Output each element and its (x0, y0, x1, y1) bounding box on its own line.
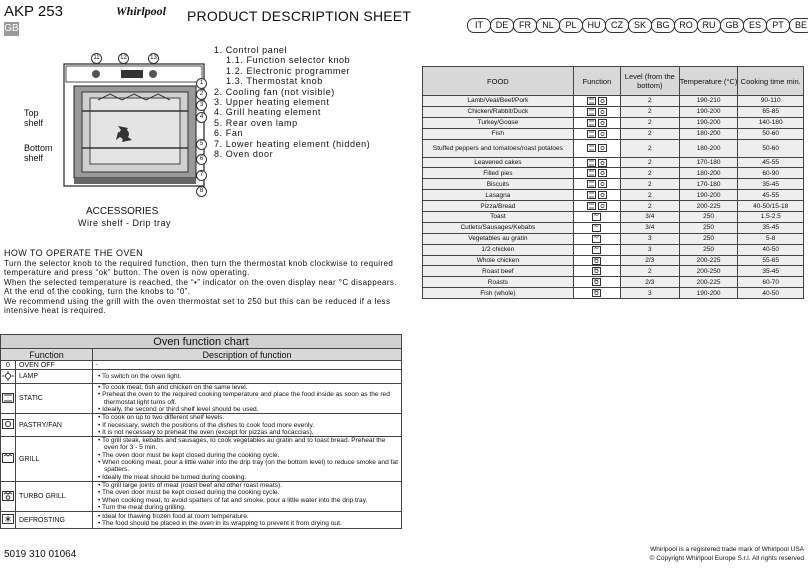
function-description (93, 437, 402, 482)
temperature-cell: 250 (679, 212, 738, 223)
language-it: IT (467, 18, 491, 33)
food-row (423, 212, 804, 223)
function-cell (573, 212, 620, 223)
function-row (1, 384, 402, 414)
static-icon (587, 180, 596, 188)
level-cell: 3 (620, 244, 679, 255)
fan-icon (598, 119, 607, 127)
cooking-time-header: Cooking time min. (738, 67, 804, 96)
function-row (1, 512, 402, 529)
language-es: ES (743, 18, 767, 33)
cooking-time-cell: 50-60 (738, 128, 804, 139)
callout-12: 12 (118, 53, 129, 64)
food-row (423, 179, 804, 190)
callout-11: 11 (91, 53, 102, 64)
cooking-time-cell: 60-70 (738, 277, 804, 288)
static-icon (587, 144, 596, 152)
function-cell (573, 288, 620, 299)
bottom-shelf-label: Bottom shelf (24, 143, 53, 163)
description-line: • Ideally the meat should be turned during cooking. (98, 473, 247, 481)
function-name: GRILL (16, 437, 93, 482)
function-cell (573, 96, 620, 107)
part-item: 4. Grill heating element (214, 107, 321, 118)
lamp-icon (1, 370, 16, 384)
function-row (1, 414, 402, 437)
cooking-time-cell: 55-65 (738, 255, 804, 266)
temperature-cell: 200-225 (679, 277, 738, 288)
part-item: 5. Rear oven lamp (214, 117, 298, 128)
function-description (93, 361, 402, 370)
description-text: Ideally, the second or third shelf level should be used. (102, 405, 259, 413)
language-ro: RO (674, 18, 698, 33)
function-header: Function (573, 67, 620, 96)
level-header: Level (from the bottom) (620, 67, 679, 96)
static-icon (587, 97, 596, 105)
fan-icon (598, 130, 607, 138)
description-line: • Preheat the oven to the required cooking temperature and place the food inside as soon as the red thermostat light turns off. (98, 391, 390, 406)
function-name: STATIC (16, 384, 93, 414)
language-cz: CZ (605, 18, 629, 33)
food-row (423, 233, 804, 244)
description-line: • Turn the meat during grilling. (98, 503, 186, 511)
copyright-text: © Copyright Whirlpool Europe S.r.l. All rights reserved (649, 554, 804, 562)
callout-2: 2 (196, 89, 207, 100)
function-cell (573, 117, 620, 128)
grill-icon (592, 235, 601, 243)
how-to-title: HOW TO OPERATE THE OVEN (4, 248, 144, 258)
temperature-cell: 190-210 (679, 96, 738, 107)
level-cell: 3 (620, 233, 679, 244)
food-cell: Lamb/Veal/Beef/Pork (423, 96, 574, 107)
level-cell: 2 (620, 201, 679, 212)
food-cell: Lasagna (423, 190, 574, 201)
food-row (423, 190, 804, 201)
static-icon (587, 108, 596, 116)
turbo-grill-icon (1, 481, 16, 511)
food-cell: 1/2 chicken (423, 244, 574, 255)
temperature-cell: 190-200 (679, 190, 738, 201)
temperature-cell: 200-250 (679, 266, 738, 277)
function-cell (573, 157, 620, 168)
fan-icon (598, 144, 607, 152)
food-cell: Roasts (423, 277, 574, 288)
document-code: 5019 310 01064 (4, 549, 77, 560)
food-cell: Chicken/Rabbit/Duck (423, 106, 574, 117)
part-item: 6. Fan (214, 128, 244, 139)
language-pt: PT (766, 18, 790, 33)
cooking-time-cell: 35-45 (738, 179, 804, 190)
food-row (423, 96, 804, 107)
part-item: 7. Lower heating element (hidden) (214, 138, 371, 149)
how-to-p1: Turn the selector knob to the required function, then turn the thermostat knob clockwise to required temperature and press “ok” button. The oven is now operating. (4, 258, 394, 277)
function-description (93, 481, 402, 511)
language-nl: NL (536, 18, 560, 33)
part-item: 1.1. Function selector knob (226, 55, 351, 66)
food-header: FOOD (423, 67, 574, 96)
language-gb: GB (720, 18, 744, 33)
turbo-grill-icon (592, 278, 601, 286)
level-cell: 2 (620, 157, 679, 168)
callout-8: 8 (196, 186, 207, 197)
fan-icon (598, 159, 607, 167)
level-cell: 3 (620, 288, 679, 299)
function-cell (573, 222, 620, 233)
description-line: • The food should be placed in the oven in its wrapping to prevent it from drying out. (98, 520, 342, 528)
description-text: The food should be placed in the oven in its wrapping to prevent it from drying out. (102, 520, 342, 528)
food-row (423, 277, 804, 288)
how-to-p2: When the selected temperature is reached, the “•” indicator on the oven display near °C disappears. At the end of the cooking, turn the knobs to “0”. (4, 277, 397, 296)
part-item: 3. Upper heating element (214, 97, 330, 108)
food-cell: Toast (423, 212, 574, 223)
cooking-time-cell: 60-90 (738, 168, 804, 179)
turbo-grill-icon (592, 267, 601, 275)
description-line: • If necessary, switch the positions of the dishes to cook food more evenly. (98, 421, 315, 429)
static-icon (587, 169, 596, 177)
food-cell: Leavened cakes (423, 157, 574, 168)
food-cell: Filled pies (423, 168, 574, 179)
callout-4: 4 (196, 112, 207, 123)
turbo-grill-icon (592, 289, 601, 297)
language-sk: SK (628, 18, 652, 33)
cooking-time-cell: 1.5-2.5 (738, 212, 804, 223)
cooking-time-cell: 40-50/15-18 (738, 201, 804, 212)
food-cell: Whole chicken (423, 255, 574, 266)
food-row (423, 201, 804, 212)
oven-diagram (28, 48, 218, 203)
language-hu: HU (582, 18, 606, 33)
cooking-time-cell: 40-50 (738, 288, 804, 299)
part-item: 1.2. Electronic programmer (226, 65, 351, 76)
temperature-cell: 170-180 (679, 157, 738, 168)
temperature-cell: 250 (679, 222, 738, 233)
language-pl: PL (559, 18, 583, 33)
temperature-cell: 200-225 (679, 255, 738, 266)
temperature-cell: 190-200 (679, 106, 738, 117)
level-cell: 2 (620, 128, 679, 139)
description-line: • To grill large joints of meat (roast beef and other roast meats). (98, 481, 282, 489)
level-cell: 3/4 (620, 212, 679, 223)
description-line: • The oven door must be kept closed during the cooking cycle. (98, 451, 280, 459)
level-cell: 2 (620, 266, 679, 277)
function-row (1, 370, 402, 384)
grill-icon (1, 437, 16, 482)
description-line: • When cooking meat, pour a little water into the drip tray (on the bottom level) to reduce smoke and fat spatters. (98, 459, 398, 474)
temperature-cell: 180-200 (679, 168, 738, 179)
function-row (1, 481, 402, 511)
page-title: PRODUCT DESCRIPTION SHEET (187, 8, 412, 24)
cooking-time-cell: 45-55 (738, 157, 804, 168)
callout-1: 1 (196, 78, 207, 89)
description-line: • To cook on up to two different shelf levels. (98, 414, 225, 422)
food-cell: Fish (423, 128, 574, 139)
function-cell (573, 201, 620, 212)
grill-icon (592, 224, 601, 232)
function-chart (0, 348, 402, 529)
accessories-title: ACCESSORIES (86, 206, 159, 217)
language-ru: RU (697, 18, 721, 33)
description-text: To cook meat, fish and chicken on the same level. (102, 384, 248, 391)
region-badge: GB (4, 23, 19, 34)
food-cell: Vegetables au gratin (423, 233, 574, 244)
function-cell (573, 266, 620, 277)
static-icon (1, 384, 16, 414)
cooking-time-cell: 5-8 (738, 233, 804, 244)
description-line: • Ideal for thawing frozen food at room temperature. (98, 512, 249, 520)
part-item: 1. Control panel (214, 45, 288, 55)
trademark-text: Whirlpool is a registered trade mark of Whirlpool USA (650, 546, 804, 553)
part-item: 8. Oven door (214, 149, 274, 160)
food-row (423, 139, 804, 157)
food-row (423, 266, 804, 277)
description-text: It is not necessary to preheat the oven (except for pizzas and focaccias). (102, 428, 314, 436)
description-text: When cooking meat, pour a little water into the drip tray (on the bottom level) to reduce smoke and fat spatters. (102, 459, 398, 474)
part-item: 2. Cooling fan (not visible) (214, 86, 335, 97)
language-bg: BG (651, 18, 675, 33)
cooking-time-cell: 50-60 (738, 139, 804, 157)
model-number: AKP 253 (4, 3, 63, 20)
description-col-header: Description of function (93, 349, 402, 361)
function-name: DEFROSTING (16, 512, 93, 529)
temperature-header: Temperature (°C) (679, 67, 738, 96)
function-name: OVEN OFF (16, 361, 93, 370)
food-row (423, 106, 804, 117)
static-icon (587, 130, 596, 138)
function-description (93, 370, 402, 384)
static-icon (587, 202, 596, 210)
description-line: • When cooking meat, to avoid spatters of fat and smoke, pour a little water into the drip tray. (98, 496, 368, 504)
food-cell: Pizza/Bread (423, 201, 574, 212)
food-row (423, 222, 804, 233)
function-col-header: Function (1, 349, 93, 361)
function-description (93, 384, 402, 414)
description-line: • Ideally, the second or third shelf level should be used. (98, 405, 259, 413)
function-row (1, 361, 402, 370)
food-row (423, 255, 804, 266)
defrost-icon (1, 512, 16, 529)
food-cell: Stuffed peppers and tomatoes/roast potatoes (423, 139, 574, 157)
description-text: The oven door must be kept closed during the cooking cycle. (102, 451, 280, 459)
description-text: Ideal for thawing frozen food at room temperature. (102, 512, 249, 520)
description-line: • To grill steak, kebabs and sausages, to cook vegetables au gratin and to toast bread. Preheat the oven for 3 - 5 min. (98, 437, 386, 452)
food-cell: Cutlets/Sausages/Kebabs (423, 222, 574, 233)
function-cell (573, 106, 620, 117)
temperature-cell: 250 (679, 233, 738, 244)
brand-logo: Whirlpool (116, 4, 167, 18)
function-description (93, 512, 402, 529)
grill-icon (592, 213, 601, 221)
level-cell: 2 (620, 117, 679, 128)
oven-illustration-icon (28, 48, 218, 198)
callout-3: 3 (196, 100, 207, 111)
function-description (93, 414, 402, 437)
food-table (422, 66, 804, 299)
temperature-cell: 200-225 (679, 201, 738, 212)
function-cell (573, 190, 620, 201)
temperature-cell: 170-180 (679, 179, 738, 190)
cooking-time-cell: 35-45 (738, 266, 804, 277)
fan-icon (598, 108, 607, 116)
food-row (423, 128, 804, 139)
function-cell (573, 168, 620, 179)
food-row (423, 117, 804, 128)
language-de: DE (490, 18, 514, 33)
cooking-time-cell: 40-50 (738, 244, 804, 255)
callout-7: 7 (196, 170, 207, 181)
level-cell: 2 (620, 179, 679, 190)
fan-icon (598, 97, 607, 105)
level-cell: 2 (620, 106, 679, 117)
level-cell: 2/3 (620, 255, 679, 266)
function-chart-title: Oven function chart (0, 334, 402, 350)
description-text: - (96, 361, 99, 369)
static-icon (587, 119, 596, 127)
function-cell (573, 233, 620, 244)
function-name: LAMP (16, 370, 93, 384)
grill-icon (592, 246, 601, 254)
description-text: To switch on the oven light. (102, 372, 182, 380)
static-icon (587, 191, 596, 199)
temperature-cell: 190-200 (679, 288, 738, 299)
level-cell: 2 (620, 190, 679, 201)
cooking-time-cell: 35-45 (738, 222, 804, 233)
food-row (423, 168, 804, 179)
description-text: To cook on up to two different shelf levels. (102, 414, 225, 422)
callout-5: 5 (196, 139, 207, 150)
cooking-time-cell: 90-110 (738, 96, 804, 107)
food-cell: Turkey/Goose (423, 117, 574, 128)
footer-legal (612, 546, 804, 563)
fan-icon (598, 169, 607, 177)
language-be: BE (789, 18, 808, 33)
description-text: The oven door must be kept closed during the cooking cycle. (102, 489, 280, 497)
how-to-p3: We recommend using the grill with the oven thermostat set to 250 but this can be reduced if a less intensive heat is required. (4, 296, 391, 315)
parts-list (214, 45, 370, 159)
level-cell: 2 (620, 168, 679, 179)
function-name: TURBO GRILL (16, 481, 93, 511)
food-row (423, 244, 804, 255)
food-row (423, 288, 804, 299)
description-text: Turn the meat during grilling. (102, 503, 186, 511)
callout-13: 13 (148, 53, 159, 64)
description-text: If necessary, switch the positions of the dishes to cook food more evenly. (102, 421, 315, 429)
temperature-cell: 180-200 (679, 128, 738, 139)
description-line: • To cook meat, fish and chicken on the same level. (98, 384, 248, 391)
description-text: Ideally the meat should be turned during cooking. (102, 473, 247, 481)
description-text: To grill steak, kebabs and sausages, to cook vegetables au gratin and to toast bread. Preheat the oven for 3 - 5 min. (102, 437, 386, 452)
off-indicator: 0 (1, 361, 16, 370)
function-row (1, 437, 402, 482)
description-text: When cooking meat, to avoid spatters of fat and smoke, pour a little water into the drip tray. (102, 496, 368, 504)
level-cell: 2 (620, 139, 679, 157)
language-list (467, 18, 808, 33)
top-shelf-label: Top shelf (24, 108, 44, 128)
function-cell (573, 139, 620, 157)
temperature-cell: 180-200 (679, 139, 738, 157)
cooking-time-cell: 65-85 (738, 106, 804, 117)
fan-icon (598, 191, 607, 199)
function-cell (573, 244, 620, 255)
level-cell: 3/4 (620, 222, 679, 233)
fan-icon (598, 180, 607, 188)
fan-icon (598, 202, 607, 210)
part-item: 1.3. Thermostat knob (226, 76, 323, 87)
food-cell: Fish (whole) (423, 288, 574, 299)
function-cell (573, 179, 620, 190)
callout-6: 6 (196, 154, 207, 165)
food-row (423, 157, 804, 168)
function-cell (573, 255, 620, 266)
temperature-cell: 190-200 (679, 117, 738, 128)
fan-icon (1, 414, 16, 437)
description-line: • To switch on the oven light. (98, 372, 182, 380)
level-cell: 2/3 (620, 277, 679, 288)
level-cell: 2 (620, 96, 679, 107)
cooking-time-cell: 140-180 (738, 117, 804, 128)
static-icon (587, 159, 596, 167)
description-line: • It is not necessary to preheat the oven (except for pizzas and focaccias). (98, 428, 314, 436)
accessories-items: Wire shelf - Drip tray (78, 218, 172, 228)
function-cell (573, 128, 620, 139)
function-name: PASTRY/FAN (16, 414, 93, 437)
turbo-grill-icon (592, 257, 601, 265)
language-fr: FR (513, 18, 537, 33)
temperature-cell: 250 (679, 244, 738, 255)
cooking-time-cell: 45-55 (738, 190, 804, 201)
description-text: To grill large joints of meat (roast beef and other roast meats). (102, 481, 282, 489)
description-text: Preheat the oven to the required cooking temperature and place the food inside as soon as the red thermostat light turns off. (102, 391, 390, 406)
how-to-section (4, 249, 404, 316)
food-cell: Roast beef (423, 266, 574, 277)
description-line: • The oven door must be kept closed during the cooking cycle. (98, 489, 280, 497)
description-line (96, 361, 98, 368)
food-cell: Biscuits (423, 179, 574, 190)
function-cell (573, 277, 620, 288)
